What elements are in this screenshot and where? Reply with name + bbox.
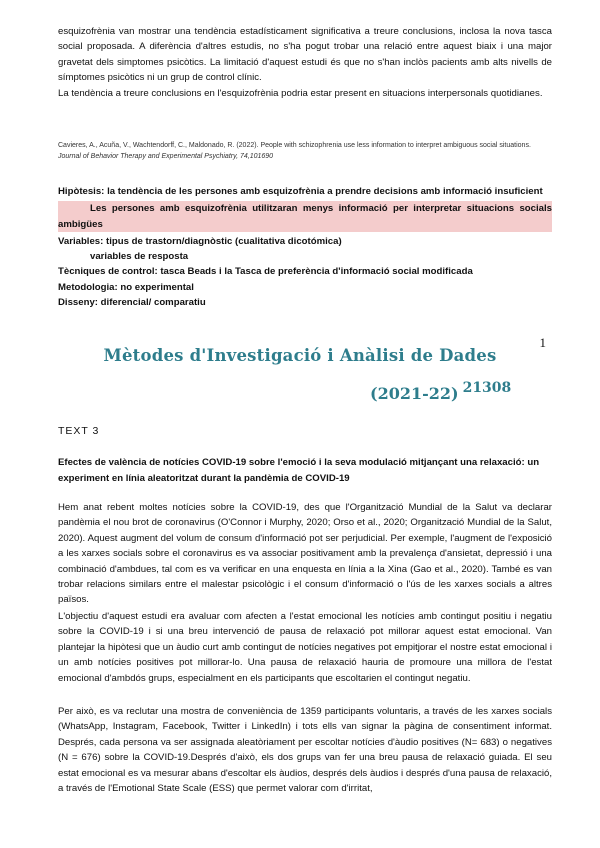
variables-value: tipus de trastorn/diagnòstic (cualitativa dicotómica) (106, 236, 342, 247)
text-label: TEXT 3 (58, 425, 100, 437)
variables-label: Variables: (58, 236, 104, 247)
article-title: Efectes de valència de notícies COVID-19 sobre l'emoció i la seva modulació mitjançant una relaxació: un experiment en línia aleatoritzat durant la pandèmia de COVID-19 (58, 457, 540, 484)
page-title: Mètodes d'Investigació i Anàlisi de Dades (103, 346, 497, 365)
methodology-label: Metodologia: (58, 282, 118, 293)
variables-second-line: variables de resposta (90, 251, 189, 262)
methodology-value: no experimental (120, 282, 194, 293)
methodology-line (58, 280, 552, 295)
year-text: (2021-22) (370, 384, 459, 403)
highlighted-hypothesis-text: Les persones amb esquizofrènia utilitzaran menys informació per interpretar situacions socials ambigües (58, 203, 552, 230)
hypothesis-value: la tendència de les persones amb esquizofrènia a prendre decisions amb informació insuficient (107, 186, 543, 197)
design-line (58, 295, 552, 310)
control-line (58, 264, 552, 279)
body-paragraph-1: Hem anat rebent moltes notícies sobre la COVID-19, des que l'Organització Mundial de la Salut va declarar pandèmia el nou brot de coronavirus (O'Connor i Murphy, 2020; Orso et al., 2020; Organització Mundial de la Salut, 2020). Aquest augment del volum de consum d'informació pot ser perjudicial. Per exemple, l'augment de l'exposició a les xarxes socials sobre el coronavirus es va associar positivament amb la prevalença d'ansietat, depressió i una combinació d'ambdues, tal com es va verificar en una enquesta en línia a la Xina (Gao et al., 2020). També es van trobar relacions similars entre el malestar psicològic i el consum d'informació o l'ús de les xarxes socials a altres països. (58, 502, 552, 606)
page-number: 1 (539, 335, 546, 350)
control-value: tasca Beads i la Tasca de preferència d'informació social modificada (160, 266, 473, 277)
body-paragraph-3: Per això, es va reclutar una mostra de conveniència de 1359 participants voluntaris, a través de les xarxes socials (WhatsApp, Instagram, Facebook, Twitter i LinkedIn) i tots ells van signar la pàgina de consentiment informat. Després, cada persona va ser assignada aleatòriament per escoltar notícies d'àudio positives (N= 683) o negatives (N = 676) sobre la COVID-19.Després d'això, els dos grups van fer una breu pausa de relaxació guiada. El seu estat emocional es va mesurar abans d'escoltar els àudios, després dels àudios i després d'una pausa de relaxació, a través de l'Emotional State Scale (ESS) que permet valorar com d'irritat, (58, 706, 552, 795)
course-code: 21308 (462, 380, 512, 396)
hypothesis-line (58, 184, 552, 199)
hypothesis-label: Hipòtesis: (58, 186, 105, 197)
reference (58, 140, 552, 162)
design-label: Disseny: (58, 297, 98, 308)
highlighted-hypothesis (58, 201, 552, 232)
intro-paragraph: esquizofrènia van mostrar una tendència estadísticament significativa a treure conclusions, inclosa la nova tasca social proposada. A diferència d'altres estudis, no s'ha pogut trobar una relació entre aquest biaix i una major gravetat dels simptomes psicòtics. La limitació d'aquest estudi és que no s'han inclòs pacients amb alts nivells de símptomes psicòtics ni un grup de control clínic. (58, 26, 552, 84)
conclusion-paragraph: La tendència a treure conclusions en l'esquizofrènia podria estar present en situacions interpersonals quotidianes. (58, 88, 543, 99)
variables-line (58, 234, 552, 249)
control-label: Tècniques de control: (58, 266, 158, 277)
course-year (370, 380, 511, 403)
body-paragraph-2: L'objectiu d'aquest estudi era avaluar com afecten a l'estat emocional les notícies amb contingut positiu i negatiu sobre la COVID-19 i si una breu intervenció de pausa de relaxació pot millorar aquest estat emocional. Van plantejar la hipòtesi que un àudio curt amb contingut de notícies negatives pot empitjorar el nostre estat emocional i un amb notícies positives pot millorar-lo. Una pausa de relaxació hauria de promoure una millora de l'estat emocional d'ambdós grups, especialment en els participants que escoltarien el contingut negatiu. (58, 611, 552, 684)
design-value: diferencial/ comparatiu (100, 297, 206, 308)
reference-text: Cavieres, A., Acuña, V., Wachtendorff, C., Maldonado, R. (2022). People with schizophrenia use less information to interpret ambiguous social situations. (58, 142, 531, 149)
reference-journal: Journal of Behavior Therapy and Experimental Psychiatry, 74,101690 (58, 153, 274, 160)
